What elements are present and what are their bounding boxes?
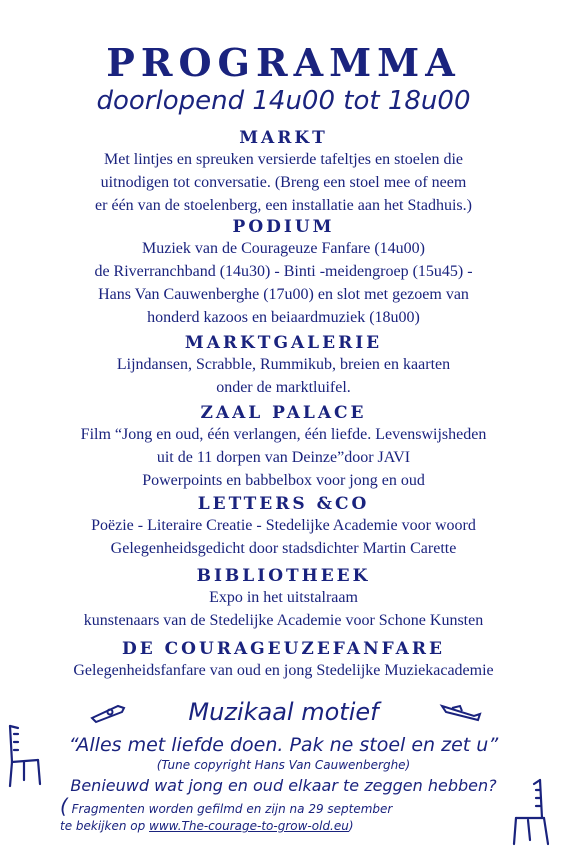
section-heading: MARKT [239, 128, 328, 148]
chair-icon [4, 722, 44, 788]
kazoo-icon [88, 700, 128, 724]
section-line: Lijndansen, Scrabble, Rummikub, breien en kaarten [116, 356, 451, 373]
section-line: de Riverranchband (14u30) - Binti -meidengroep (15u45) - [94, 263, 473, 280]
fragment-close-paren: ) [348, 819, 354, 833]
fragment-open-paren: ( [60, 794, 68, 818]
section-markt [0, 128, 567, 217]
section-line: Gelegenheidsfanfare van oud en jong Stedelijke Muziekacademie [73, 662, 494, 679]
section-body [0, 586, 567, 632]
section-line: er één van de stoelenberg, een installatie aan het Stadhuis.) [95, 197, 472, 214]
page-title: PROGRAMMA [106, 40, 461, 85]
section-heading: PODIUM [232, 217, 335, 237]
section-line: uit de 11 dorpen van Deinze”door JAVI [156, 449, 411, 466]
section-heading: LETTERS &CO [197, 494, 370, 514]
section-body [0, 659, 567, 682]
section-heading: BIBLIOTHEEK [196, 566, 371, 586]
website-link[interactable]: www.The-courage-to-grow-old.eu [149, 819, 349, 833]
motif-quote: “Alles met liefde doen. Pak ne stoel en zet u” [68, 734, 499, 756]
kazoo-icon [438, 698, 484, 726]
section-body [0, 514, 567, 560]
section-bibliotheek [0, 566, 567, 632]
section-heading: ZAAL PALACE [200, 403, 367, 423]
section-heading: MARKTGALERIE [184, 333, 383, 353]
fragment-note [60, 794, 540, 835]
motif-title: Muzikaal motief [188, 698, 379, 726]
section-courageuzefanfare [0, 639, 567, 682]
section-line: Poëzie - Literaire Creatie - Stedelijke Academie voor woord [91, 517, 476, 534]
section-body [0, 423, 567, 492]
fragment-line-prefix: te bekijken op [60, 819, 150, 833]
section-body [0, 148, 567, 217]
chair-icon [510, 776, 554, 846]
section-line: honderd kazoos en beiaardmuziek (18u00) [147, 309, 420, 326]
section-podium [0, 217, 567, 329]
section-body [0, 353, 567, 399]
section-line: Muziek van de Courageuze Fanfare (14u00) [142, 240, 425, 257]
section-letters-co [0, 494, 567, 560]
section-line: Powerpoints en babbelbox voor jong en oud [142, 472, 425, 489]
tune-credit: (Tune copyright Hans Van Cauwenberghe) [156, 758, 411, 772]
section-zaal-palace [0, 403, 567, 492]
section-line: Hans Van Cauwenberghe (17u00) en slot met gezoem van [98, 286, 469, 303]
section-line: Met lintjes en spreuken versierde tafeltjes en stoelen die [104, 151, 463, 168]
section-line: onder de marktluifel. [216, 379, 351, 396]
section-body [0, 237, 567, 329]
section-line: Expo in het uitstalraam [209, 589, 358, 606]
motif-question: Benieuwd wat jong en oud elkaar te zeggen hebben? [70, 776, 497, 795]
fragment-line: Fragmenten worden gefilmd en zijn na 29 september [71, 802, 393, 816]
section-line: Film “Jong en oud, één verlangen, één liefde. Levenswijsheden [80, 426, 487, 443]
section-line: Gelegenheidsgedicht door stadsdichter Martin Carette [110, 540, 457, 557]
section-heading: DE COURAGEUZEFANFARE [122, 639, 445, 659]
section-line: kunstenaars van de Stedelijke Academie voor Schone Kunsten [83, 612, 484, 629]
section-line: uitnodigen tot conversatie. (Breng een stoel mee of neem [100, 174, 467, 191]
page-subtitle: doorlopend 14u00 tot 18u00 [96, 86, 471, 116]
section-marktgalerie [0, 333, 567, 399]
